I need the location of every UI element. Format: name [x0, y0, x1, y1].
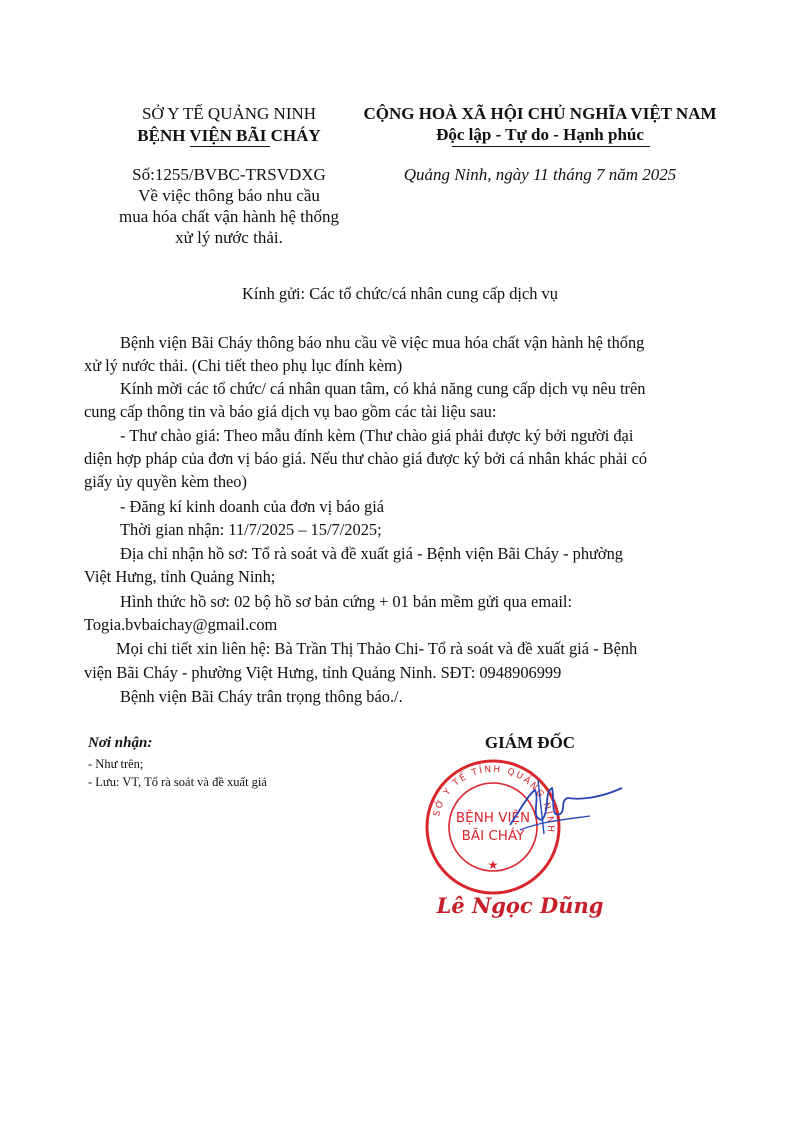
signer-title: GIÁM ĐỐC — [484, 733, 576, 752]
subject-line: mua hóa chất vận hành hệ thống — [119, 207, 339, 226]
paragraph: Bệnh viện Bãi Cháy thông báo nhu cầu về việc mua hóa chất vận hành hệ thống — [120, 333, 645, 352]
hospital-name-underline — [190, 146, 270, 147]
recipients-list — [88, 755, 267, 791]
stamp-ring-text: SỞ Y TẾ TỈNH QUẢNG NINH — [432, 764, 556, 835]
paragraph: diện hợp pháp của đơn vị báo giá. Nếu thư chào giá được ký bởi cá nhân khác phải có — [84, 449, 648, 468]
paragraph: cung cấp thông tin và báo giá dịch vụ bao gồm các tài liệu sau: — [84, 402, 497, 421]
recipients-title: Nơi nhận: — [88, 735, 153, 751]
subject-line: Về việc thông báo nhu cầu — [138, 186, 320, 205]
place-date: Quảng Ninh, ngày 11 tháng 7 năm 2025 — [403, 165, 677, 184]
recipient-item: - Lưu: VT, Tổ rà soát và đề xuất giá — [88, 775, 267, 789]
svg-text:★: ★ — [487, 858, 499, 872]
signer-name: Lê Ngọc Dũng — [436, 893, 604, 918]
header-left — [95, 103, 363, 146]
national-title: CỘNG HOÀ XÃ HỘI CHỦ NGHĨA VIỆT NAM — [363, 104, 717, 123]
paragraph: Việt Hưng, tỉnh Quảng Ninh; — [84, 567, 276, 586]
hospital-name: BỆNH VIỆN BÃI CHÁY — [137, 126, 321, 145]
department-name: SỞ Y TẾ QUẢNG NINH — [141, 104, 317, 123]
paragraph: Bệnh viện Bãi Cháy trân trọng thông báo./. — [120, 687, 403, 706]
recipient-item: - Như trên; — [88, 757, 144, 771]
paragraph: viện Bãi Cháy - phường Việt Hưng, tỉnh Quảng Ninh. SĐT: 0948906999 — [84, 663, 562, 682]
subject-line: xử lý nước thải. — [175, 228, 283, 247]
paragraph: - Thư chào giá: Theo mẫu đính kèm (Thư chào giá phải được ký bởi người đại — [120, 426, 634, 445]
motto-underline — [452, 146, 650, 147]
paragraph: Thời gian nhận: 11/7/2025 – 15/7/2025; — [120, 520, 382, 539]
signature — [500, 770, 630, 850]
stamp-line: BÃI CHÁY — [461, 828, 525, 844]
stamp-line: BỆNH VIỆN — [455, 810, 531, 826]
paragraph: xử lý nước thải. (Chi tiết theo phụ lục đính kèm) — [84, 356, 403, 375]
paragraph: Hình thức hồ sơ: 02 bộ hồ sơ bản cứng + 01 bản mềm gửi qua email: — [120, 592, 573, 611]
email-line: Togia.bvbaichay@gmail.com — [84, 615, 278, 634]
recipient-line: Kính gửi: Các tổ chức/cá nhân cung cấp dịch vụ — [242, 284, 558, 303]
paragraph: Mọi chi tiết xin liên hệ: Bà Trần Thị Thảo Chi- Tổ rà soát và đề xuất giá - Bệnh — [116, 639, 638, 658]
paragraph: - Đăng kí kinh doanh của đơn vị báo giá — [120, 497, 385, 516]
document-subject — [95, 185, 363, 248]
paragraph: Kính mời các tổ chức/ cá nhân quan tâm, có khả năng cung cấp dịch vụ nêu trên — [120, 379, 646, 398]
paragraph: Địa chỉ nhận hồ sơ: Tổ rà soát và đề xuất giá - Bệnh viện Bãi Cháy - phường — [120, 544, 623, 563]
paragraph: giấy ủy quyền kèm theo) — [84, 472, 247, 491]
national-motto: Độc lập - Tự do - Hạnh phúc — [436, 125, 644, 144]
document-number: Số:1255/BVBC-TRSVDXG — [132, 165, 326, 184]
